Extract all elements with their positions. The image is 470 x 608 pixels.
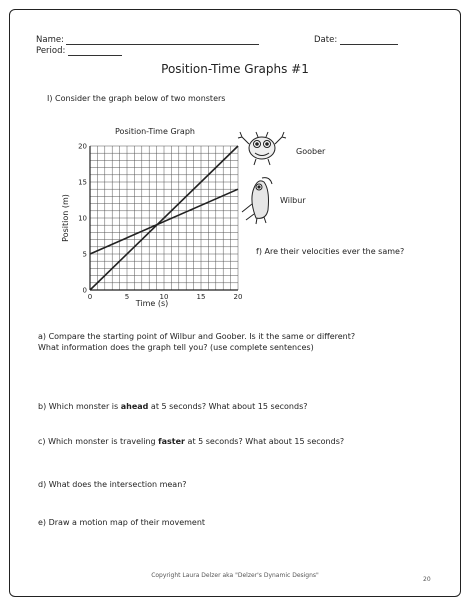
- x-tick-label: 20: [233, 293, 243, 301]
- question-a-line-1: a) Compare the starting point of Wilbur and Goober. Is it the same or different?: [38, 332, 356, 341]
- question-c-keyword: faster: [158, 437, 185, 446]
- question-b-keyword: ahead: [120, 402, 149, 411]
- y-tick-label: 15: [78, 178, 87, 187]
- x-tick-label: 5: [124, 293, 130, 301]
- chart-title: Position-Time Graph: [115, 127, 195, 136]
- question-c-pre: c) Which monster is traveling: [38, 437, 159, 446]
- y-tick-label: 5: [82, 250, 87, 259]
- worksheet-title: Position-Time Graphs #1: [161, 62, 309, 76]
- question-c-post: at 5 seconds? What about 15 seconds?: [185, 437, 345, 446]
- wilbur-label: Wilbur: [280, 196, 306, 205]
- question-b: [38, 401, 307, 412]
- x-tick-label: 15: [196, 293, 206, 301]
- date-label: Date:: [314, 35, 338, 45]
- x-tick-label: 10: [159, 293, 169, 301]
- page-number: 20: [423, 576, 431, 583]
- name-label: Name:: [36, 35, 64, 45]
- question-d: d) What does the intersection mean?: [38, 480, 187, 489]
- question-e: e) Draw a motion map of their movement: [38, 518, 206, 527]
- y-axis-label: Position (m): [61, 194, 70, 242]
- question-f: f) Are their velocities ever the same?: [256, 247, 405, 256]
- x-axis-label: Time (s): [135, 299, 169, 308]
- question-b-post: at 5 seconds? What about 15 seconds?: [148, 402, 308, 411]
- question-c: [38, 436, 344, 447]
- question-1: I) Consider the graph below of two monsters: [47, 94, 226, 103]
- y-tick-label: 10: [78, 214, 87, 223]
- wilbur-monster-drawing: [242, 178, 272, 224]
- x-tick-label: 0: [87, 293, 93, 301]
- y-tick-label: 20: [78, 142, 87, 151]
- period-label: Period:: [36, 46, 66, 56]
- question-a-line-2: What information does the graph tell you? (use complete sentences): [38, 343, 314, 352]
- goober-monster-drawing: [238, 132, 286, 165]
- copyright-footer: Copyright Laura Delzer aka "Delzer's Dynamic Designs": [151, 572, 319, 579]
- goober-label: Goober: [296, 147, 326, 156]
- y-tick-label: 0: [82, 286, 87, 295]
- question-b-pre: b) Which monster is: [38, 402, 121, 411]
